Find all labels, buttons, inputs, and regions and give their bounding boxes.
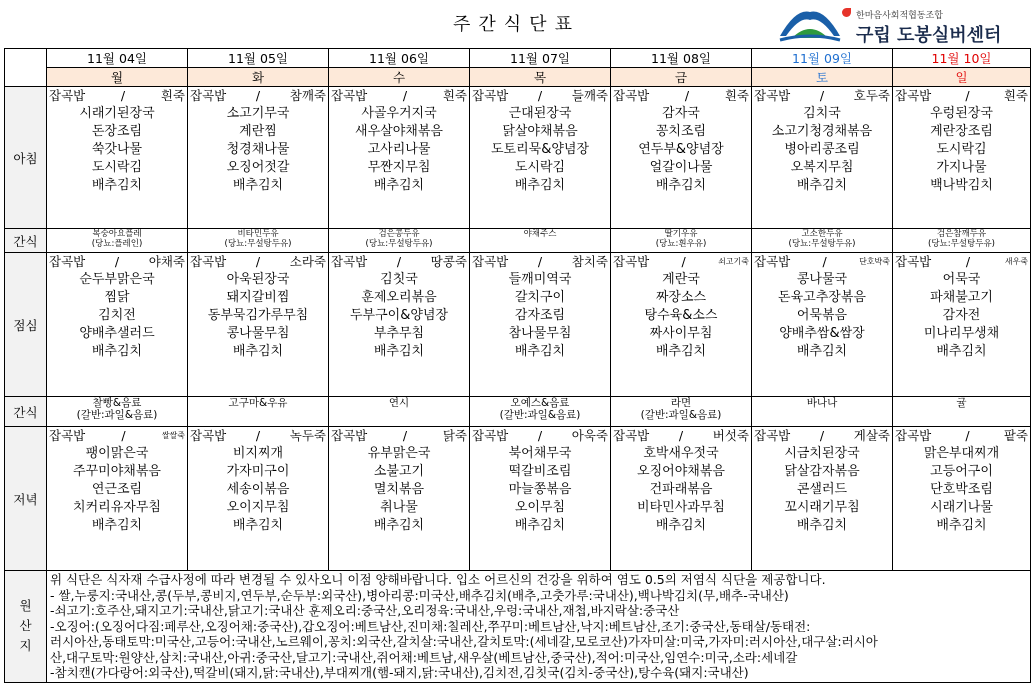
rice-line — [752, 253, 892, 271]
dish-item: 돼지갈비찜 — [226, 290, 290, 305]
porridge-label: 쇠고기죽 — [718, 257, 749, 266]
dish-item: 소불고기 — [373, 464, 425, 479]
origin-line: 위 식단은 식자재 수급사정에 따라 변경될 수 있사오니 이점 양해바랍니다. 입소 어르신의 건강을 위하여 염도 0.5의 저염식 식단을 제공합니다. — [50, 572, 826, 587]
porridge-label: 참깨죽 — [289, 88, 326, 103]
rice-label: 잡곡밥 — [331, 254, 368, 269]
snack2-cell — [752, 397, 893, 427]
lunch-cell — [47, 253, 188, 397]
rice-line — [47, 427, 187, 445]
slash-label: / — [537, 428, 543, 443]
dish-item: 파채불고기 — [930, 290, 993, 305]
rice-label: 잡곡밥 — [613, 254, 650, 269]
logo-subtitle: 한마음사회적협동조합 — [856, 11, 943, 21]
slash-label: / — [681, 254, 686, 269]
porridge-label: 팥죽 — [1003, 428, 1028, 443]
snack2-row — [5, 397, 1031, 427]
dinner-cell — [188, 427, 329, 571]
porridge-label: 버섯죽 — [712, 428, 749, 443]
weekday-cell: 월 — [47, 68, 188, 87]
rice-label: 잡곡밥 — [754, 88, 791, 103]
leaf-icon — [842, 8, 851, 17]
snack2-cell — [188, 397, 329, 427]
rice-label: 잡곡밥 — [472, 254, 509, 269]
origin-label-char: 지 — [19, 638, 32, 654]
rice-line — [611, 427, 751, 445]
dish-item: 가지나물 — [936, 160, 987, 175]
origin-info — [47, 571, 1031, 683]
dish-item: 콩나물국 — [796, 272, 848, 287]
snack1-row — [5, 229, 1031, 253]
dish-item: 비지찌개 — [232, 446, 284, 461]
dish-item: 배추김치 — [373, 518, 425, 533]
snack-note: (갈반:과일&음료) — [640, 409, 722, 421]
slash-label: / — [537, 254, 543, 269]
dish-item: 어묵국 — [942, 272, 981, 287]
snack-item: 연시 — [388, 397, 410, 409]
slash-label: / — [120, 88, 126, 103]
dish-item: 쑥갓나물 — [91, 142, 143, 157]
porridge-label: 땅콩죽 — [430, 254, 467, 269]
dinner-row — [5, 427, 1031, 571]
rice-line — [329, 253, 469, 271]
weekday-cell: 목 — [470, 68, 611, 87]
slash-label: / — [965, 428, 970, 443]
snack2-cell — [329, 397, 470, 427]
snack1-cell — [47, 229, 188, 253]
rice-line — [893, 87, 1030, 105]
rice-line — [47, 87, 187, 105]
porridge-label: 들깨죽 — [571, 88, 608, 103]
origin-row — [5, 571, 1031, 683]
dish-item: 계란국 — [662, 272, 700, 287]
snack2-cell — [47, 397, 188, 427]
dish-item: 배추김치 — [796, 178, 848, 193]
snack1-cell — [329, 229, 470, 253]
dish-item: 배추김치 — [91, 518, 143, 533]
dish-item: 배추김치 — [373, 344, 425, 359]
dish-item: 배추김치 — [796, 518, 848, 533]
slash-label: / — [255, 88, 261, 103]
dish-item: 고등어구이 — [930, 464, 993, 479]
dish-item: 닭살감자볶음 — [784, 464, 860, 479]
dish-item: 북어채무국 — [508, 446, 572, 461]
corner-cell — [5, 49, 47, 87]
dish-item: 들깨미역국 — [508, 272, 572, 287]
lunch-label: 점심 — [5, 253, 47, 397]
slash-label: / — [819, 88, 825, 103]
slash-label: / — [255, 254, 261, 269]
dish-item: 배추김치 — [514, 178, 566, 193]
porridge-label: 녹두죽 — [289, 428, 326, 443]
dish-item: 찜닭 — [104, 290, 130, 305]
breakfast-cell — [470, 87, 611, 229]
dish-item: 배추김치 — [91, 178, 143, 193]
dish-item: 탕수육&소스 — [644, 308, 718, 323]
snack-item: 귤 — [956, 397, 967, 409]
slash-label: / — [965, 88, 970, 103]
snack1-cell — [470, 229, 611, 253]
dish-item: 맑은부대찌개 — [923, 446, 1000, 461]
dish-item: 짜장소스 — [655, 290, 707, 305]
origin-line: 러시아산,동태토막:미국산,고등어:국내산,노르웨이,꽁치:외국산,갈치살:국내산,갈치토막:(세네갈,모로코산)가자미살:미국,가자미:러시아산,대구살:러시아 — [50, 634, 878, 649]
dish-item: 도시락김 — [936, 142, 987, 157]
breakfast-cell — [611, 87, 752, 229]
breakfast-cell — [893, 87, 1031, 229]
weekday-row — [5, 68, 1031, 87]
dish-item: 두부구이&양념장 — [349, 308, 449, 323]
dish-item: 비타민사과무침 — [637, 500, 725, 515]
snack-note: (당뇨:무설탕두유) — [788, 239, 856, 249]
dish-item: 콩나물무침 — [226, 326, 290, 341]
slash-label: / — [402, 428, 408, 443]
dish-item: 배추김치 — [796, 344, 848, 359]
weekly-menu-table — [4, 48, 1031, 683]
snack1-cell — [752, 229, 893, 253]
dish-item: 연근조림 — [91, 482, 143, 497]
rice-line — [188, 87, 328, 105]
dish-item: 배추김치 — [655, 518, 707, 533]
dish-item: 연두부&양념장 — [638, 142, 724, 157]
page-title: 주간식단표 — [453, 14, 580, 35]
snack-item: 라면 — [670, 397, 692, 409]
lunch-cell — [188, 253, 329, 397]
dish-item: 시래기된장국 — [79, 106, 155, 121]
dish-item: 오이지무침 — [226, 500, 290, 515]
rice-label: 잡곡밥 — [895, 428, 932, 443]
snack1-cell — [611, 229, 752, 253]
dish-item: 세송이볶음 — [226, 482, 290, 497]
rice-label: 잡곡밥 — [331, 88, 368, 103]
snack2-label: 간식 — [5, 397, 47, 427]
dish-item: 고사리나물 — [367, 142, 431, 157]
dish-item: 오이무침 — [514, 500, 566, 515]
dish-item: 청경채나물 — [226, 142, 290, 157]
dish-item: 소고기청경채볶음 — [771, 124, 873, 139]
dish-item: 오징어젓갈 — [226, 160, 290, 175]
rice-label: 잡곡밥 — [754, 428, 791, 443]
dish-item: 어묵볶음 — [796, 308, 848, 323]
origin-line: - 쌀,누룽지:국내산,콩(두부,콩비지,연두부,순두부:외국산),병아리콩:미국산,배추김치(배추,고춧가루:국내산),백나박김치(무,배추-국내산) — [50, 587, 789, 603]
date-cell: 11월 08일 — [611, 49, 752, 68]
rice-label: 잡곡밥 — [754, 254, 791, 269]
weekday-cell: 화 — [188, 68, 329, 87]
dish-item: 배추김치 — [91, 344, 143, 359]
dish-item: 백나박김치 — [930, 178, 993, 193]
snack-note: (갈반:과일&음료) — [499, 409, 581, 421]
rice-label: 잡곡밥 — [190, 88, 227, 103]
snack-item: 검은콩두유 — [378, 229, 420, 239]
dish-item: 꼬시래기무침 — [784, 500, 860, 515]
dish-item: 배추김치 — [232, 518, 284, 533]
breakfast-row — [5, 87, 1031, 229]
lunch-cell — [611, 253, 752, 397]
origin-label-char: 원 — [19, 598, 32, 614]
snack-item: 고소한두유 — [801, 229, 843, 239]
dish-item: 훈제오리볶음 — [361, 290, 437, 305]
snack-item: 딸기우유 — [664, 229, 698, 239]
porridge-label: 참치죽 — [571, 254, 608, 269]
dish-item: 근대된장국 — [508, 106, 572, 121]
slash-label: / — [684, 88, 690, 103]
snack-item: 야채주스 — [523, 229, 557, 239]
porridge-label: 흰죽 — [160, 88, 185, 103]
slash-label: / — [537, 88, 543, 103]
rice-label: 잡곡밥 — [895, 88, 932, 103]
dish-item: 도시락김 — [91, 160, 143, 175]
dish-item: 팽이맑은국 — [85, 446, 149, 461]
dish-item: 치커리유자무침 — [73, 500, 161, 515]
dish-item: 감자국 — [662, 106, 700, 121]
snack-item: 검은참깨두유 — [936, 229, 987, 239]
breakfast-cell — [188, 87, 329, 229]
dish-item: 유부맑은국 — [367, 446, 431, 461]
date-cell: 11월 04일 — [47, 49, 188, 68]
slash-label: / — [965, 254, 971, 269]
rice-label: 잡곡밥 — [190, 428, 227, 443]
dinner-label: 저녁 — [5, 427, 47, 571]
dish-item: 무짠지무침 — [367, 160, 431, 175]
dish-item: 감자조림 — [514, 308, 566, 323]
slash-label: / — [121, 428, 126, 443]
weekday-cell: 금 — [611, 68, 752, 87]
snack-item: 복숭아요플레 — [92, 229, 142, 239]
dish-item: 얼갈이나물 — [649, 160, 713, 175]
date-cell: 11월 10일 — [893, 49, 1031, 68]
dish-item: 병아리콩조림 — [784, 142, 860, 157]
rice-line — [329, 427, 469, 445]
rice-line — [752, 87, 892, 105]
slash-label: / — [822, 254, 827, 269]
snack2-cell — [611, 397, 752, 427]
rice-line — [188, 253, 328, 271]
dish-item: 건파래볶음 — [649, 482, 713, 497]
dish-item: 참나물무침 — [508, 326, 572, 341]
dish-item: 가자미구이 — [226, 464, 290, 479]
dish-item: 양배추쌈&쌈장 — [779, 326, 865, 341]
date-cell: 11월 07일 — [470, 49, 611, 68]
dish-item: 우렁된장국 — [930, 106, 993, 121]
breakfast-cell — [329, 87, 470, 229]
dinner-cell — [611, 427, 752, 571]
snack2-cell — [470, 397, 611, 427]
date-cell: 11월 06일 — [329, 49, 470, 68]
dish-item: 계란찜 — [239, 124, 277, 139]
weekday-cell: 일 — [893, 68, 1031, 87]
dish-item: 배추김치 — [936, 518, 987, 533]
rice-label: 잡곡밥 — [613, 88, 650, 103]
rice-label: 잡곡밥 — [472, 428, 509, 443]
origin-line: -오징어:(오징어다짐:페루산,오징어채:중국산),갑오징어:베트남산,진미채:칠레산,쭈꾸미:베트남산,낙지:베트남산,조기:중국산,동태살/동태전: — [50, 618, 811, 634]
dish-item: 도토리묵&양념장 — [490, 142, 590, 157]
porridge-label: 새우죽 — [1004, 257, 1028, 266]
dish-item: 오복지무침 — [790, 160, 854, 175]
rice-label: 잡곡밥 — [49, 428, 86, 443]
dish-item: 떡갈비조림 — [508, 464, 572, 479]
dish-item: 단호박조림 — [930, 482, 993, 497]
porridge-label: 아욱죽 — [571, 428, 608, 443]
rice-line — [188, 427, 328, 445]
snack1-cell — [893, 229, 1031, 253]
dinner-cell — [893, 427, 1031, 571]
breakfast-label: 아침 — [5, 87, 47, 229]
snack-item: 고구마&우유 — [228, 397, 288, 409]
snack-note: (당뇨:무설탕두유) — [365, 239, 433, 249]
rice-label: 잡곡밥 — [331, 428, 368, 443]
lunch-cell — [752, 253, 893, 397]
dish-item: 배추김치 — [373, 178, 425, 193]
rice-line — [752, 427, 892, 445]
origin-line: -참치캔(가다랑어:외국산),떡갈비(돼지,닭:국내산),부대찌개(햄-돼지,닭:국내산),김치전,김칫국(김치-중국산),탕수육(돼지:국내산) — [50, 665, 749, 680]
date-cell: 11월 09일 — [752, 49, 893, 68]
dish-item: 순두부맑은국 — [79, 272, 155, 287]
slash-label: / — [819, 428, 825, 443]
dish-item: 콘샐러드 — [796, 482, 848, 497]
date-cell: 11월 05일 — [188, 49, 329, 68]
rice-line — [470, 427, 610, 445]
dish-item: 동부묵김가루무침 — [207, 308, 309, 323]
snack-note: (당뇨:무설탕두유) — [928, 239, 995, 249]
date-row — [5, 49, 1031, 68]
porridge-label: 흰죽 — [724, 88, 749, 103]
rice-label: 잡곡밥 — [613, 428, 650, 443]
dish-item: 배추김치 — [232, 344, 284, 359]
rice-label: 잡곡밥 — [49, 254, 86, 269]
dish-item: 배추김치 — [514, 344, 566, 359]
dish-item: 아욱된장국 — [226, 272, 290, 287]
slash-label: / — [255, 428, 261, 443]
porridge-label: 게살죽 — [853, 428, 890, 443]
dinner-cell — [470, 427, 611, 571]
dish-item: 짜사이무침 — [649, 326, 713, 341]
origin-label-char: 산 — [19, 618, 32, 634]
rice-line — [47, 253, 187, 271]
snack-item: 비타민두유 — [237, 229, 279, 239]
slash-label: / — [402, 88, 408, 103]
dish-item: 사골우거지국 — [361, 106, 437, 121]
snack-item: 찰빵&음료 — [92, 397, 142, 409]
dish-item: 미나리무생채 — [923, 326, 1000, 341]
snack-note: (당뇨:플레인) — [91, 239, 143, 249]
origin-line: 산,대구토막:원양산,삼치:국내산,아귀:중국산,달고기:국내산,쥐어채:베트남,새우살(베트남산,중국산),적어:미국산,임연수:미국,소라:세네갈 — [50, 649, 798, 665]
lunch-cell — [470, 253, 611, 397]
rice-line — [893, 427, 1030, 445]
rice-line — [470, 253, 610, 271]
dish-item: 계란장조림 — [930, 124, 993, 139]
dish-item: 김치국 — [803, 106, 841, 121]
porridge-label: 단호박죽 — [859, 257, 890, 266]
dish-item: 갈치구이 — [514, 290, 566, 305]
origin-label — [5, 571, 47, 683]
dish-item: 꽁치조림 — [655, 124, 707, 139]
dish-item: 배추김치 — [655, 344, 707, 359]
weekday-cell: 수 — [329, 68, 470, 87]
snack1-cell — [188, 229, 329, 253]
dish-item: 시금치된장국 — [784, 446, 860, 461]
rice-line — [329, 87, 469, 105]
rice-line — [611, 87, 751, 105]
dish-item: 양배추샐러드 — [79, 326, 155, 341]
snack2-cell — [893, 397, 1031, 427]
rice-line — [893, 253, 1030, 271]
dish-item: 오징어야채볶음 — [637, 464, 725, 479]
dish-item: 돈육고추장볶음 — [778, 290, 866, 305]
snack-note: (갈반:과일&음료) — [76, 409, 158, 421]
dish-item: 시래기나물 — [930, 500, 993, 515]
porridge-label: 호두죽 — [853, 88, 890, 103]
porridge-label: 흰죽 — [1003, 88, 1028, 103]
snack-item: 오예스&음료 — [510, 397, 570, 409]
rice-label: 잡곡밥 — [190, 254, 227, 269]
dish-item: 배추김치 — [514, 518, 566, 533]
slash-label: / — [678, 428, 684, 443]
dish-item: 배추김치 — [655, 178, 707, 193]
dish-item: 닭살야채볶음 — [502, 124, 578, 139]
breakfast-cell — [752, 87, 893, 229]
dinner-cell — [47, 427, 188, 571]
dish-item: 소고기무국 — [226, 106, 290, 121]
dish-item: 배추김치 — [232, 178, 284, 193]
dish-item: 주꾸미야채볶음 — [73, 464, 161, 479]
slash-label: / — [396, 254, 402, 269]
porridge-label: 흰죽 — [442, 88, 467, 103]
porridge-label: 야채죽 — [148, 254, 185, 269]
snack1-label: 간식 — [5, 229, 47, 253]
dish-item: 도시락김 — [514, 160, 566, 175]
porridge-label: 쌀쌀죽 — [161, 431, 185, 440]
snack-note: (당뇨:무설탕두유) — [224, 239, 292, 249]
logo-name: 구립 도봉실버센터 — [856, 25, 1002, 46]
mountain-logo-icon — [778, 6, 842, 44]
weekday-cell: 토 — [752, 68, 893, 87]
breakfast-cell — [47, 87, 188, 229]
dish-item: 김치전 — [98, 308, 136, 323]
snack-note: (당뇨:흰우유) — [655, 239, 707, 249]
dinner-cell — [752, 427, 893, 571]
dish-item: 새우살야채볶음 — [355, 124, 443, 139]
rice-line — [470, 87, 610, 105]
dish-item: 마늘쫑볶음 — [508, 482, 572, 497]
snack-item: 바나나 — [806, 397, 838, 409]
dish-item: 감자전 — [942, 308, 981, 323]
dinner-cell — [329, 427, 470, 571]
porridge-label: 소라죽 — [289, 254, 326, 269]
rice-label: 잡곡밥 — [895, 254, 932, 269]
rice-label: 잡곡밥 — [472, 88, 509, 103]
lunch-cell — [893, 253, 1031, 397]
porridge-label: 닭죽 — [442, 428, 467, 443]
dish-item: 취나물 — [380, 500, 418, 515]
dish-item: 돈장조림 — [91, 124, 143, 139]
rice-line — [611, 253, 751, 271]
rice-label: 잡곡밥 — [49, 88, 86, 103]
dish-item: 부추무침 — [373, 326, 425, 341]
lunch-row — [5, 253, 1031, 397]
dish-item: 배추김치 — [936, 344, 987, 359]
logo — [778, 4, 1028, 46]
dish-item: 호박새우젓국 — [643, 446, 719, 461]
dish-item: 김칫국 — [380, 272, 418, 287]
lunch-cell — [329, 253, 470, 397]
dish-item: 멸치볶음 — [373, 482, 425, 497]
origin-line: -쇠고기:호주산,돼지고기:국내산,닭고기:국내산 훈제오리:중국산,오리정육:국내산,우렁:국내산,재첩,바지락살:중국산 — [50, 603, 680, 618]
slash-label: / — [114, 254, 120, 269]
